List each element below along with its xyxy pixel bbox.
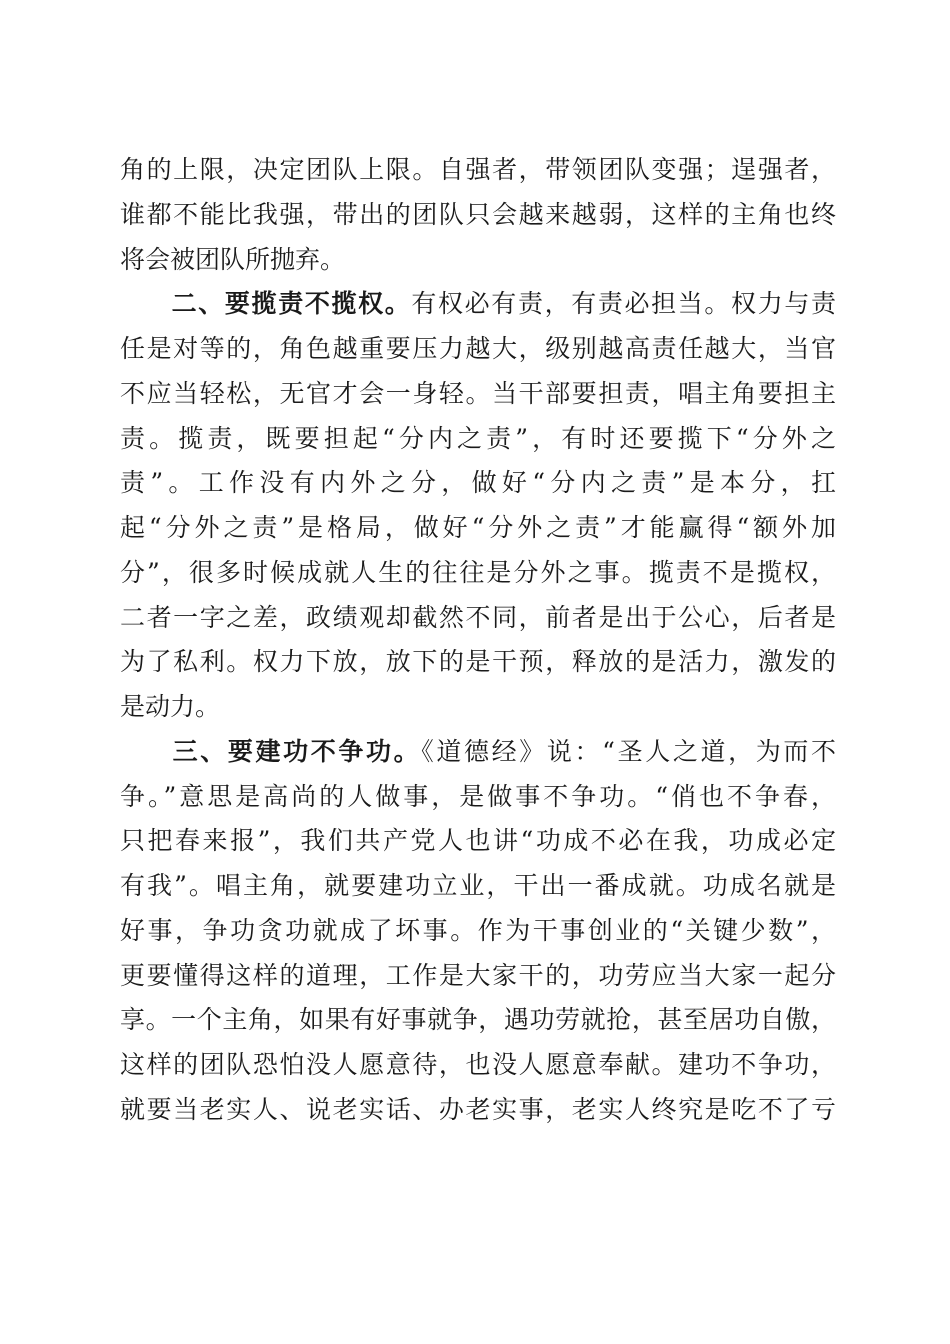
paragraph-line: 有我”。唱主角，就要建功立业，干出一番成就。功成名就是 [120,871,836,900]
paragraph-line: 责。揽责，既要担起“分内之责”，有时还要揽下“分外之 [120,423,836,453]
paragraph-line: 这样的团队恐怕没人愿意待，也没人愿意奉献。建功不争功， [120,1050,836,1079]
section-heading: 二、要揽责不揽权。 [170,289,412,319]
paragraph-line: 谁都不能比我强，带出的团队只会越来越弱，这样的主角也终 [120,199,836,229]
paragraph-line: 责”。工作没有内外之分，做好“分内之责”是本分，扛 [120,468,836,498]
paragraph-line: 更要懂得这样的道理，工作是大家干的，功劳应当大家一起分 [120,960,836,990]
paragraph-line: 不应当轻松，无官才会一身轻。当干部要担责，唱主角要担主 [120,378,836,408]
paragraph-line: 争。”意思是高尚的人做事，是做事不争功。“俏也不争春， [120,781,836,811]
body-text [120,148,836,1133]
paragraph-first-line [120,282,836,327]
section-heading: 三、要建功不争功。 [170,736,422,766]
paragraph-line: 分”，很多时候成就人生的往往是分外之事。揽责不是揽权， [120,557,836,587]
paragraph-text: 有权必有责，有责必担当。权力与责 [411,289,836,319]
paragraph-text: 《道德经》说：“圣人之道，为而不 [421,736,836,766]
paragraph-line: 角的上限，决定团队上限。自强者，带领团队变强；逞强者， [120,155,836,184]
paragraph-line: 享。一个主角，如果有好事就争，遇功劳就抢，甚至居功自傲， [120,1005,836,1035]
paragraph-line: 为了私利。权力下放，放下的是干预，释放的是活力，激发的 [120,647,836,677]
paragraph-line: 是动力。 [120,692,221,721]
paragraph-line: 任是对等的，角色越重要压力越大，级别越高责任越大，当官 [120,334,836,363]
paragraph-line: 就要当老实人、说老实话、办老实事，老实人终究是吃不了亏 [120,1094,836,1124]
paragraph-first-line [120,730,836,775]
paragraph-line: 将会被团队所抛弃。 [120,244,346,274]
paragraph-line: 只把春来报”，我们共产党人也讲“功成不必在我，功成必定 [120,826,836,856]
paragraph-line: 二者一字之差，政绩观却截然不同，前者是出于公心，后者是 [120,602,836,632]
paragraph-line: 起“分外之责”是格局，做好“分外之责”才能赢得“额外加 [120,513,836,542]
paragraph-line: 好事，争功贪功就成了坏事。作为干事创业的“关键少数”， [120,915,836,945]
